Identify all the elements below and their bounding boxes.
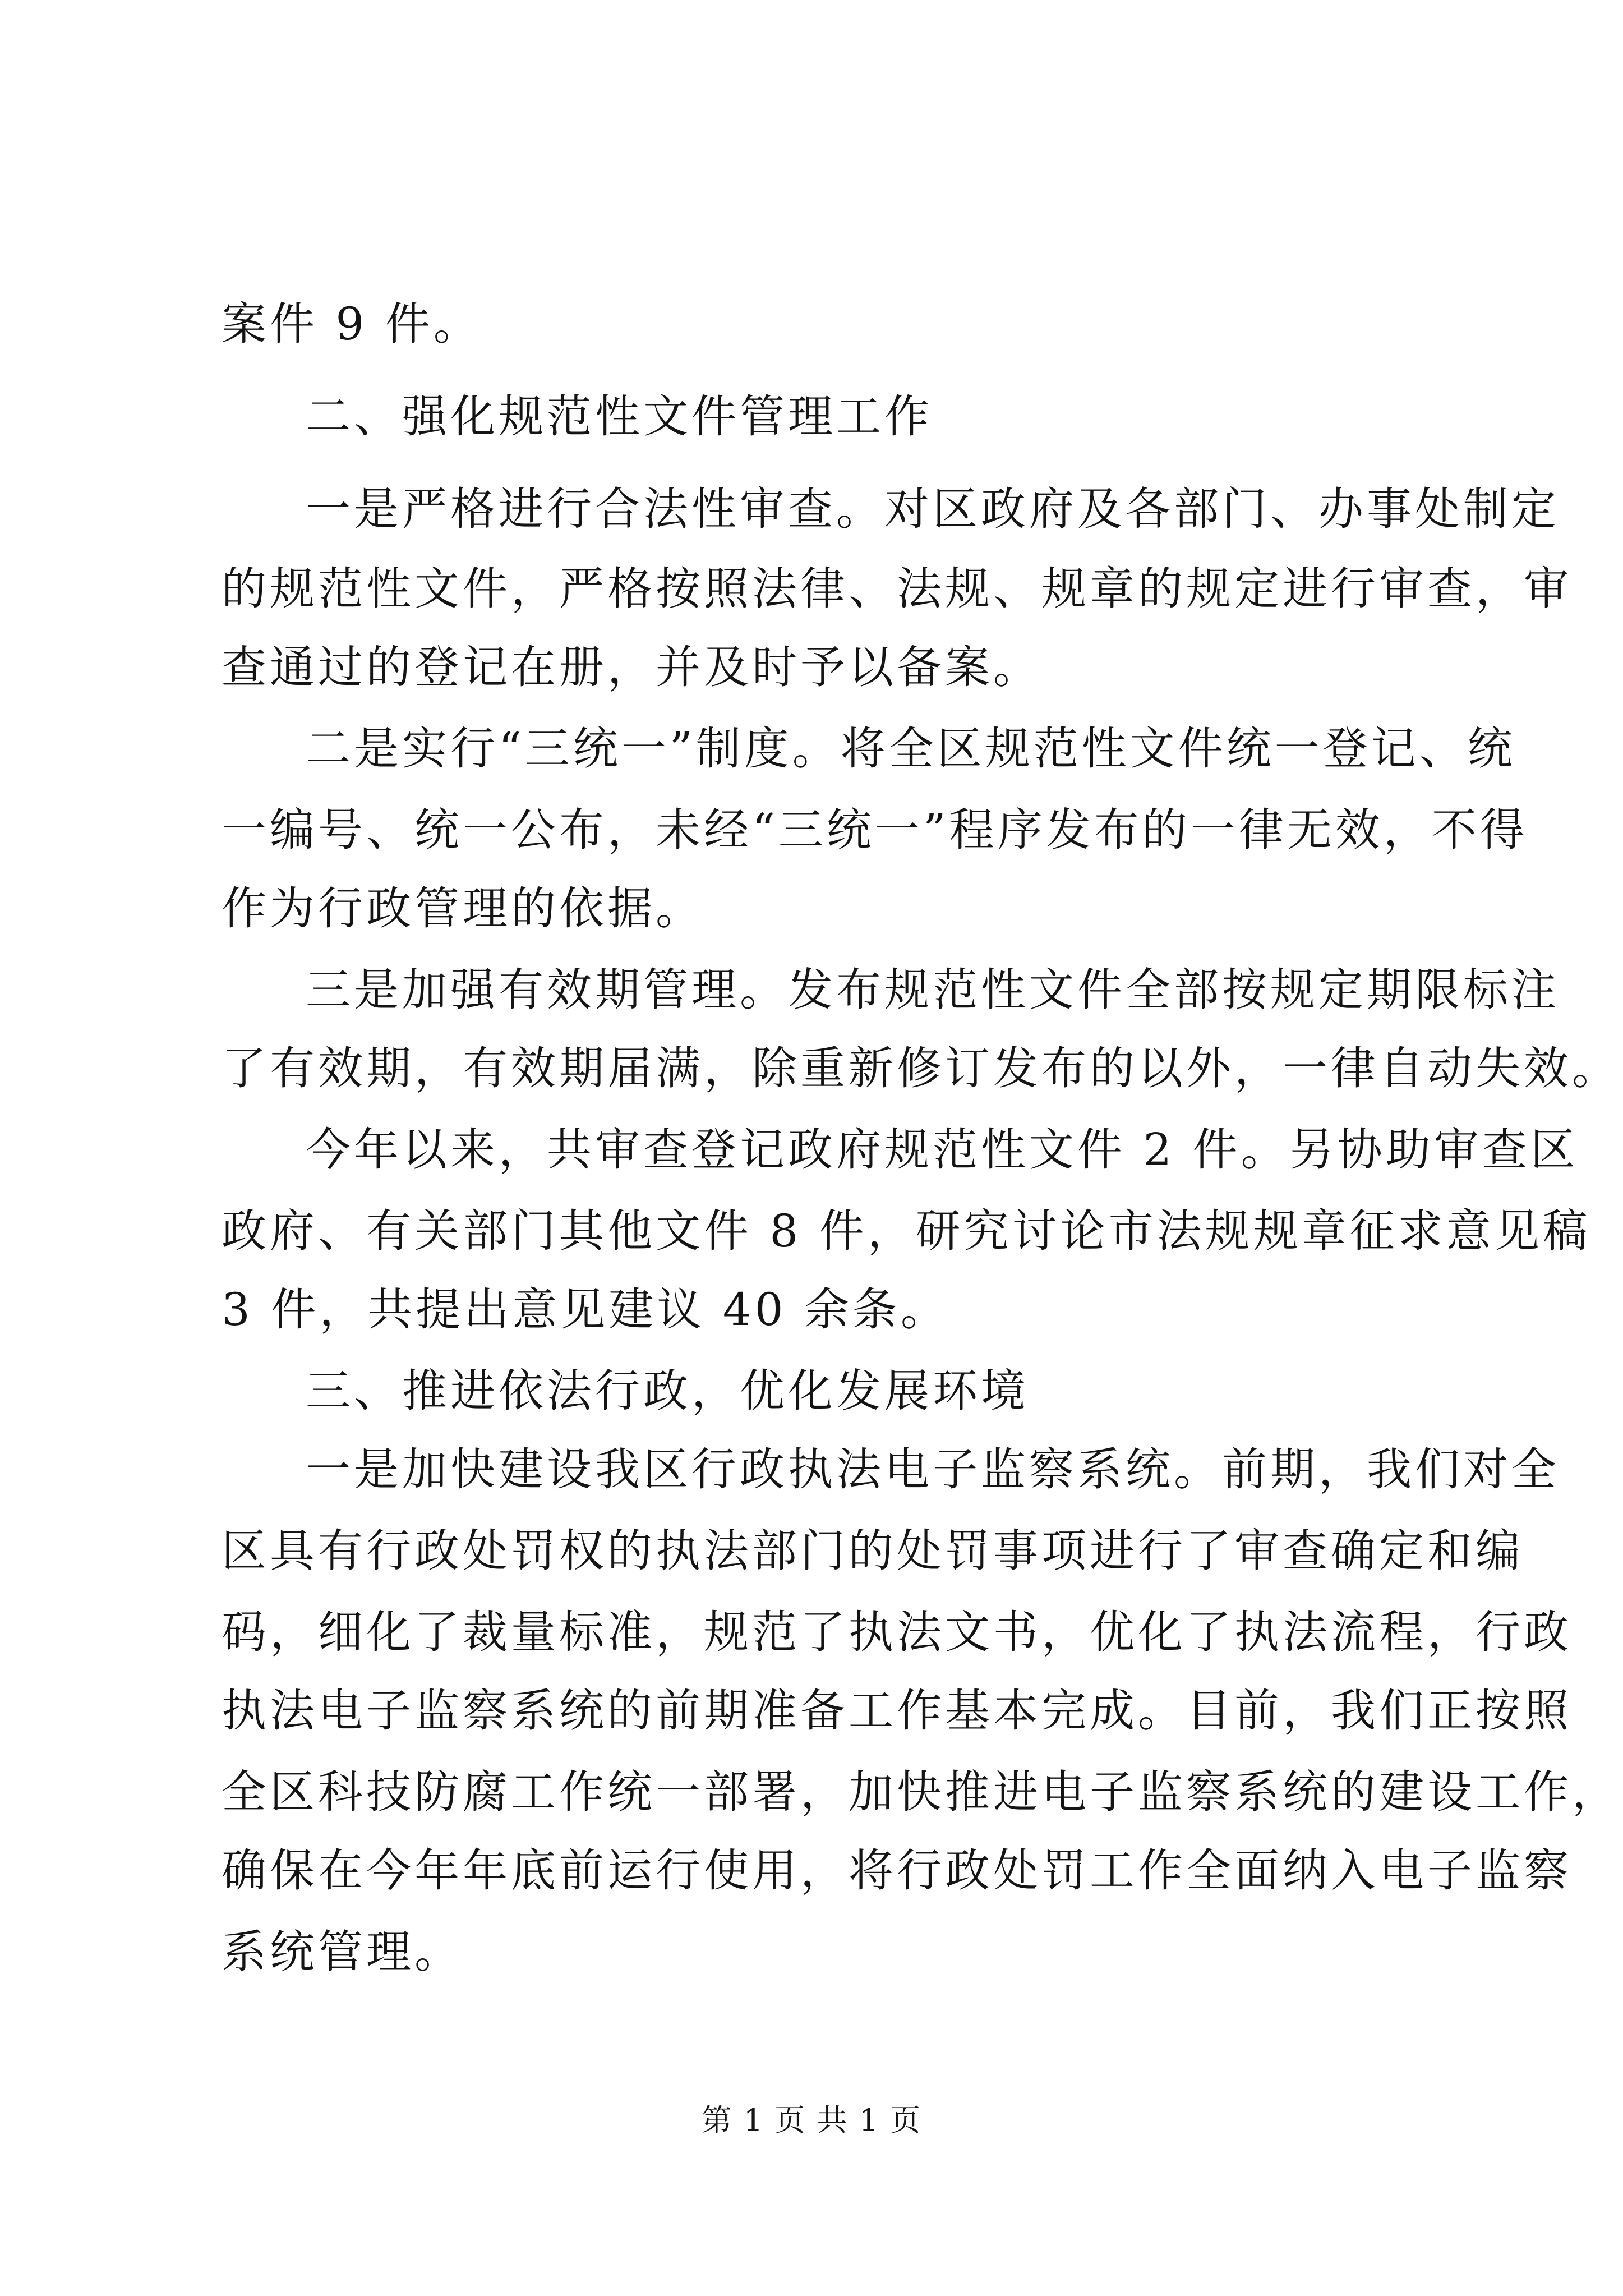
paragraph-line: 全区科技防腐工作统一部署，加快推进电子监察系统的建设工作， (222, 1766, 1620, 1818)
paragraph-line: 的规范性文件，严格按照法律、法规、规章的规定进行审查，审 (222, 563, 1572, 615)
paragraph-line: 系统管理。 (222, 1926, 463, 1978)
section-heading: 二、强化规范性文件管理工作 (306, 390, 933, 443)
paragraph-line: 一编号、统一公布，未经“三统一”程序发布的一律无效，不得 (222, 804, 1528, 856)
paragraph-line: 二是实行“三统一”制度。将全区规范性文件统一登记、统 (306, 723, 1516, 775)
paragraph-line: 执法电子监察系统的前期准备工作基本完成。目前，我们正按照 (222, 1685, 1572, 1737)
paragraph-line: 一是严格进行合法性审查。对区政府及各部门、办事处制定 (306, 483, 1560, 535)
paragraph-line: 今年以来，共审查登记政府规范性文件 2 件。另协助审查区 (306, 1124, 1579, 1176)
paragraph-line: 三是加强有效期管理。发布规范性文件全部按规定期限标注 (306, 964, 1560, 1016)
page-footer: 第 1 页 共 1 页 (701, 2102, 922, 2138)
paragraph-line: 确保在今年年底前运行使用，将行政处罚工作全面纳入电子监察 (222, 1844, 1572, 1897)
paragraph-line: 一是加快建设我区行政执法电子监察系统。前期，我们对全 (306, 1443, 1560, 1496)
text-line: 案件 9 件。 (222, 298, 482, 350)
paragraph-line: 码，细化了裁量标准，规范了执法文书，优化了执法流程，行政 (222, 1606, 1572, 1658)
paragraph-line: 作为行政管理的依据。 (222, 882, 704, 935)
paragraph-line: 政府、有关部门其他文件 8 件，研究讨论市法规规章征求意见稿 (222, 1205, 1591, 1257)
paragraph-line: 查通过的登记在册，并及时予以备案。 (222, 641, 1041, 693)
section-heading: 三、推进依法行政，优化发展环境 (306, 1365, 1029, 1417)
paragraph-line: 3 件，共提出意见建议 40 余条。 (222, 1283, 949, 1336)
paragraph-line: 了有效期，有效期届满，除重新修订发布的以外，一律自动失效。 (222, 1042, 1620, 1094)
paragraph-line: 区具有行政处罚权的执法部门的处罚事项进行了审查确定和编 (222, 1525, 1524, 1577)
